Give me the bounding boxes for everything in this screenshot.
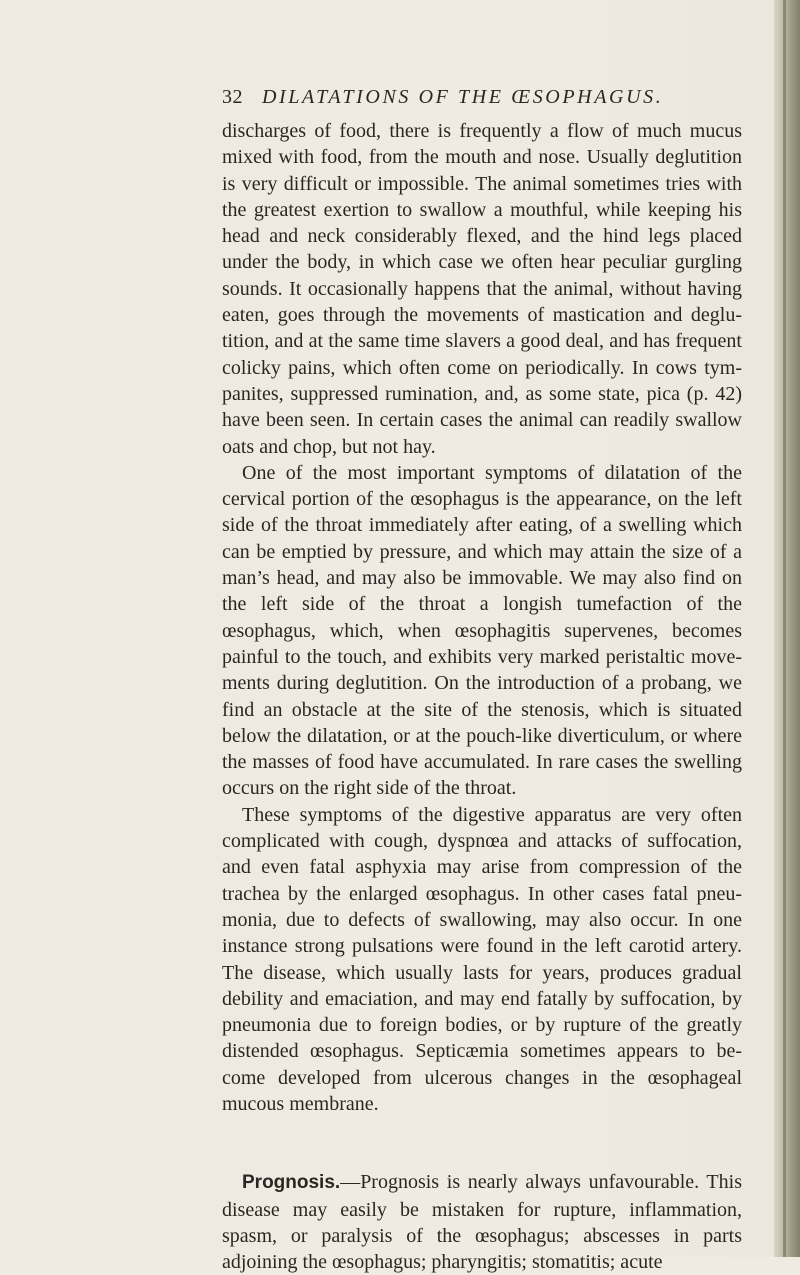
- page-number: 32: [222, 86, 243, 108]
- paragraph-3: These symptoms of the digestive apparatus are very often complicated with cough, dyspnœa and attacks of suffocation, and even fatal asphyxia may arise from compression of the trachea by the enlarged œsophagus. In other cases fatal pneu- monia, due to defects of swallowing, may also occur. In one instance strong pulsations were found in the left carotid artery. The disease, which usually lasts for years, produces gradual debility and emaciation, and may end fatally by suffocation, by pneumonia due to foreign bodies, or by rupture of the greatly distended œsophagus. Septicæmia sometimes appears to be- come developed from ulcerous changes in the œsophageal mucous membrane.: [222, 803, 742, 1115]
- prognosis-text: —Prognosis is nearly always unfavourable. This disease may easily be mistaken for rupture, inflammation, spasm, or paralysis of the œsophagus; abscesses in parts adjoining the œsophagus; pharyngitis; stomatitis; acute: [222, 1171, 742, 1274]
- page-edge-shadow: [774, 0, 800, 1257]
- body-text: [222, 118, 742, 1275]
- paragraph-2: One of the most important symptoms of dilatation of the cervical portion of the œsophagus is the appearance, on the left side of the throat immediately after eating, of a swelling which can be emptied by pressure, and which may attain the size of a man’s head, and may also be immovable. We may also find on the left side of the throat a longish tumefaction of the œsophagus, which, when œsophagitis supervenes, becomes painful to the touch, and exhibits very marked peristaltic move- ments during deglutition. On the introduction of a probang, we find an obstacle at the site of the stenosis, which is situated below the dilatation, or at the pouch-like diverticulum, or where the masses of food have accumulated. In rare cases the swelling occurs on the right side of the throat.: [222, 461, 742, 800]
- page-edge-line: [783, 0, 786, 1257]
- page-header: [222, 86, 664, 118]
- prognosis-heading: Prognosis.: [242, 1172, 341, 1194]
- running-title: DILATATIONS OF THE ŒSOPHAGUS.: [262, 86, 664, 108]
- prognosis-paragraph: [222, 1169, 742, 1275]
- section-spacer: [222, 1117, 742, 1169]
- paragraph-1: discharges of food, there is frequently a flow of much mucus mixed with food, from the mouth and nose. Usually deglutition is very difficult or impossible. The animal sometimes tries with the greatest exertion to swallow a mouthful, while keeping his head and neck considerably flexed, and the hind legs placed under the body, in which case we often hear peculiar gurgling sounds. It occasionally happens that the animal, without having eaten, goes through the movements of mastication and deglu- tition, and at the same time slavers a good deal, and has frequent colicky pains, which often come on periodically. In cows tym- panites, suppressed rumination, and, as some state, pica (p. 42) have been seen. In certain cases the animal can readily swallow oats and chop, but not hay.: [222, 120, 742, 458]
